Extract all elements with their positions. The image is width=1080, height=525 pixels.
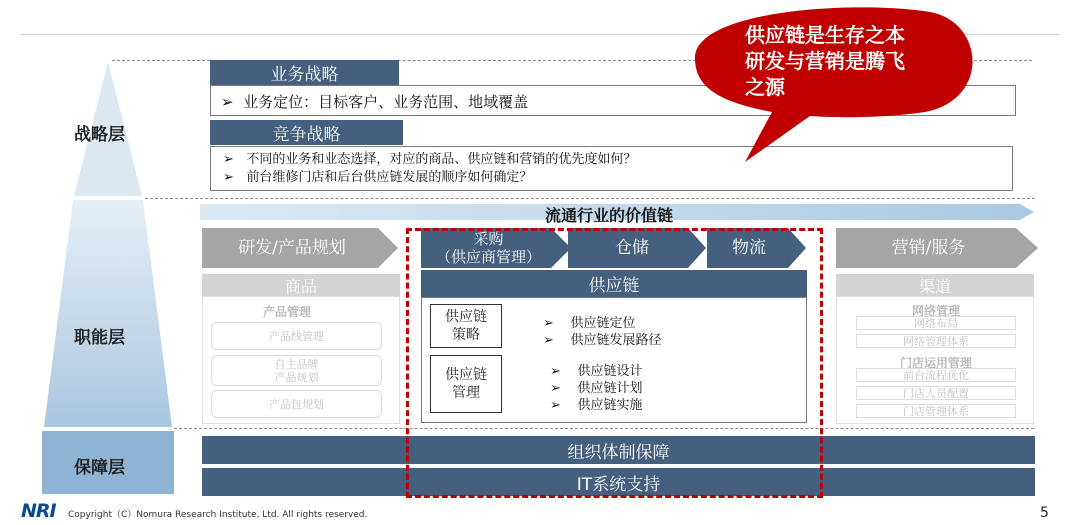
channel-header: 渠道 bbox=[836, 274, 1034, 296]
bullet-arrow-icon: ➢ bbox=[550, 398, 561, 413]
network-item: 网络布局 bbox=[856, 316, 1016, 330]
supply-chain-header: 供应链 bbox=[421, 270, 807, 297]
bullet-arrow-icon: ➢ bbox=[223, 152, 234, 167]
nri-logo: NRI bbox=[21, 500, 56, 522]
bullet-arrow-icon: ➢ bbox=[550, 364, 561, 379]
bullet-arrow-icon: ➢ bbox=[543, 316, 554, 331]
competitive-strategy-header: 竞争战略 bbox=[210, 120, 403, 145]
business-strategy-header: 业务战略 bbox=[210, 60, 399, 85]
bullet-arrow-icon: ➢ bbox=[543, 333, 554, 348]
bullet-arrow-icon: ➢ bbox=[221, 93, 234, 111]
store-item: 门店管理体系 bbox=[856, 404, 1016, 418]
layer-label-support: 保障层 bbox=[74, 458, 125, 478]
stage-label-logistics: 物流 bbox=[732, 237, 766, 258]
product-header: 商品 bbox=[202, 274, 400, 296]
value-chain-title: 流通行业的价值链 bbox=[545, 206, 674, 225]
page-number: 5 bbox=[1040, 505, 1049, 521]
layer-label-strategy: 战略层 bbox=[74, 125, 125, 145]
stage-label-purchase: 采购 （供应商管理） bbox=[435, 230, 541, 266]
list-item: ➢ 供应链计划 bbox=[550, 381, 643, 396]
store-title: 门店运用管理 bbox=[899, 356, 972, 370]
supply-chain-highlight bbox=[406, 228, 823, 498]
copyright: Copyright（C）Nomura Research Institute, Ltd. All rights reserved. bbox=[68, 510, 368, 520]
product-subtitle: 产品管理 bbox=[262, 305, 311, 319]
list-item: ➢ 前台维修门店和后台供应链发展的顺序如何确定？ bbox=[223, 170, 533, 185]
list-item: ➢ 供应链实施 bbox=[550, 398, 643, 413]
product-brand-item: 自主品牌 产品规划 bbox=[211, 355, 382, 386]
list-item: ➢ 供应链设计 bbox=[550, 364, 643, 379]
sc-management-box: 供应链 管理 bbox=[430, 355, 502, 413]
store-item: 前台流程优化 bbox=[856, 368, 1016, 382]
it-support-bar: IT系统支持 bbox=[202, 468, 1035, 496]
stage-label-rd: 研发/产品规划 bbox=[238, 237, 346, 258]
list-item: ➢ 供应链定位 bbox=[543, 316, 636, 331]
bullet-arrow-icon: ➢ bbox=[550, 381, 561, 396]
stage-label-warehouse: 仓储 bbox=[615, 237, 649, 258]
callout-text: 供应链是生存之本 研发与营销是腾飞 之源 bbox=[745, 23, 905, 99]
org-support-bar: 组织体制保障 bbox=[202, 436, 1035, 464]
network-title: 网络管理 bbox=[911, 304, 960, 318]
network-item: 网络管理体系 bbox=[856, 334, 1016, 348]
product-line-item: 产品线管理 bbox=[211, 322, 382, 350]
layer-label-function: 职能层 bbox=[74, 328, 125, 348]
list-item: ➢ 供应链发展路径 bbox=[543, 333, 662, 348]
bullet-arrow-icon: ➢ bbox=[223, 170, 234, 185]
product-package-item: 产品包规划 bbox=[211, 390, 382, 418]
list-item: ➢ 不同的业务和业态选择，对应的商品、供应链和营销的优先度如何？ bbox=[223, 152, 637, 167]
store-item: 门店人员配置 bbox=[856, 386, 1016, 400]
stage-label-marketing: 营销/服务 bbox=[891, 237, 966, 258]
list-item: ➢ 业务定位：目标客户、业务范围、地域覆盖 bbox=[221, 93, 529, 111]
sc-strategy-box: 供应链 策略 bbox=[430, 304, 502, 348]
